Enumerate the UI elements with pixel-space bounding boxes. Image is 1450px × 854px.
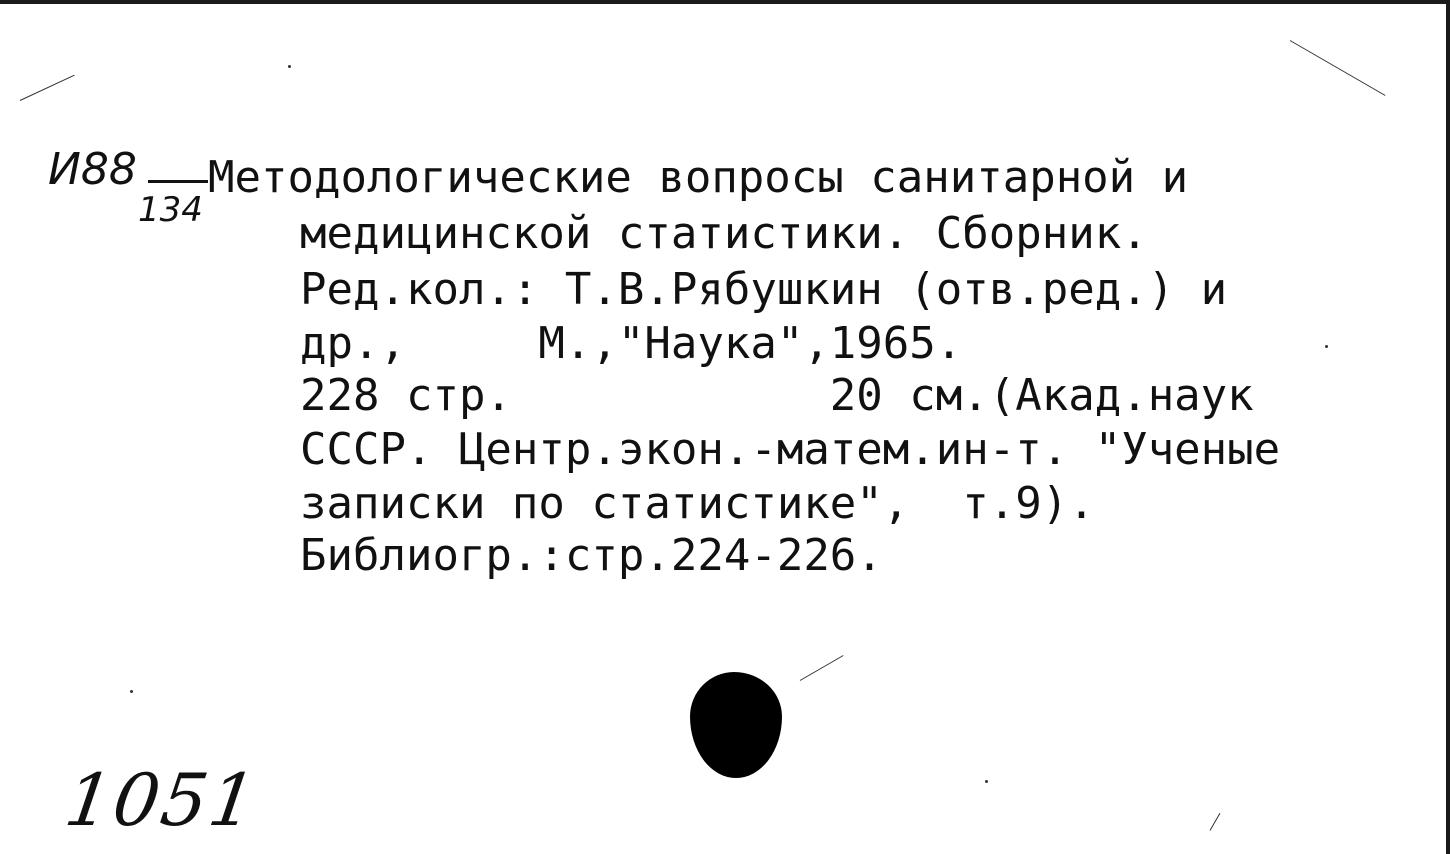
scan-mark: [20, 75, 75, 101]
card-right-edge: [1446, 0, 1450, 854]
entry-line-editors: Ред.кол.: Т.В.Рябушкин (отв.ред.) и: [300, 264, 1228, 315]
scan-speck: [985, 780, 988, 783]
inventory-number: 1051: [60, 758, 264, 842]
entry-line-title-cont: медицинской статистики. Сборник.: [300, 208, 1148, 259]
entry-line-publisher: др., М.,"Наука",1965.: [300, 318, 963, 369]
entry-line-title: Методологические вопросы санитарной и: [208, 152, 1189, 203]
scan-mark: [1290, 40, 1386, 96]
scan-speck: [288, 65, 291, 68]
entry-line-pages: 228 стр. 20 см.(Акад.наук: [300, 370, 1254, 421]
shelf-mark-sub: 134: [138, 190, 203, 230]
scan-speck: [130, 690, 133, 693]
card-top-edge: [0, 0, 1450, 4]
punch-hole: [690, 672, 782, 778]
entry-line-series: СССР. Центр.экон.-матем.ин-т. "Ученые: [300, 424, 1281, 475]
scan-mark: [1210, 813, 1221, 831]
shelf-mark-code: И88: [48, 144, 137, 195]
scan-speck: [1325, 345, 1328, 348]
shelf-mark-rule: [148, 180, 208, 183]
entry-line-series-cont: записки по статистике", т.9).: [300, 478, 1095, 529]
shelf-mark: [48, 144, 137, 195]
scan-mark: [800, 655, 844, 681]
entry-line-bibliography: Библиогр.:стр.224-226.: [300, 530, 883, 581]
